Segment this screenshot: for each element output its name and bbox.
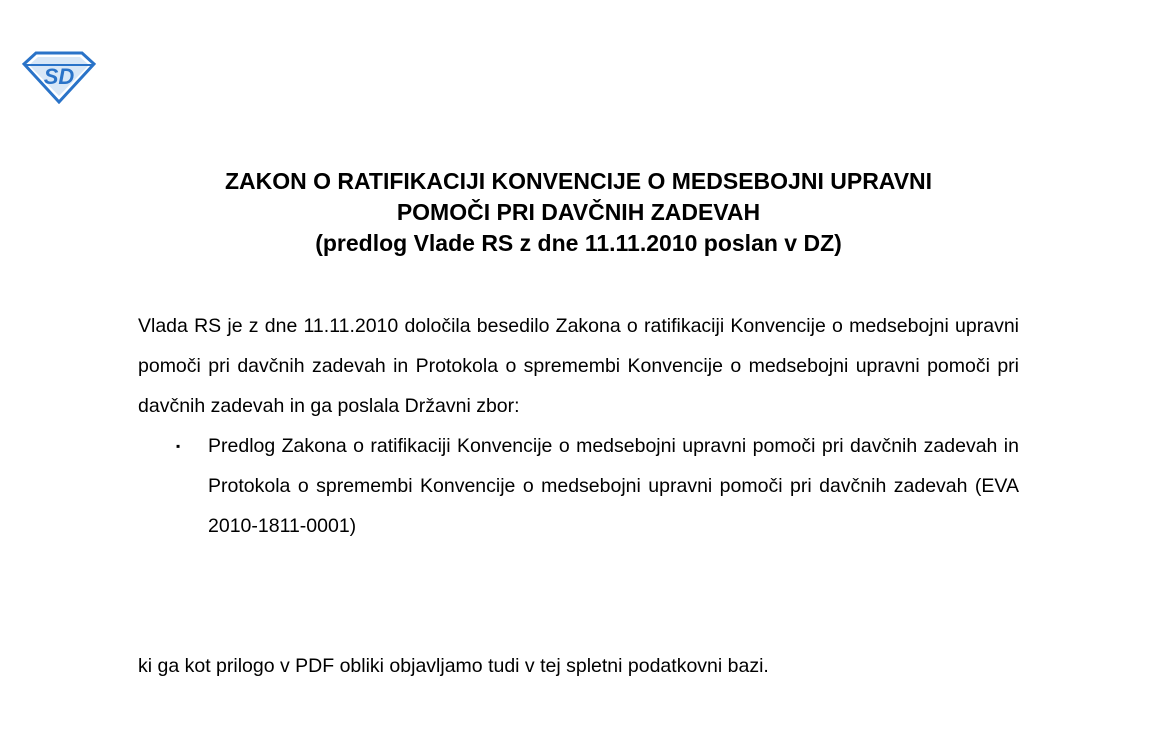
bullet-list <box>138 426 1019 546</box>
diamond-logo-icon <box>22 50 96 104</box>
body-text <box>138 306 1019 546</box>
closing-paragraph: ki ga kot prilogo v PDF obliki objavljamo tudi v tej spletni podatkovni bazi. <box>138 654 769 677</box>
logo <box>22 50 96 104</box>
document-title <box>0 166 1157 259</box>
intro-paragraph: Vlada RS je z dne 11.11.2010 določila besedilo Zakona o ratifikaciji Konvencije o medsebojni upravni pomoči pri davčnih zadevah in Protokola o spremembi Konvencije o medsebojni upravni pomoči pri davčnih zadevah in ga poslala Državni zbor: <box>138 315 1019 417</box>
square-bullet-icon: ▪ <box>176 439 181 453</box>
list-item-text: Predlog Zakona o ratifikaciji Konvencije o medsebojni upravni pomoči pri davčnih zadevah in Protokola o spremembi Konvencije o medsebojni upravni pomoči pri davčnih zadevah (EVA 2010-1811-0001) <box>208 435 1019 537</box>
list-item <box>138 426 1019 546</box>
title-line-2: POMOČI PRI DAVČNIH ZADEVAH <box>396 199 761 225</box>
title-line-3: (predlog Vlade RS z dne 11.11.2010 poslan v DZ) <box>315 230 842 256</box>
logo-lettering: SD <box>43 64 75 89</box>
title-line-1: ZAKON O RATIFIKACIJI KONVENCIJE O MEDSEBOJNI UPRAVNI <box>224 168 933 194</box>
